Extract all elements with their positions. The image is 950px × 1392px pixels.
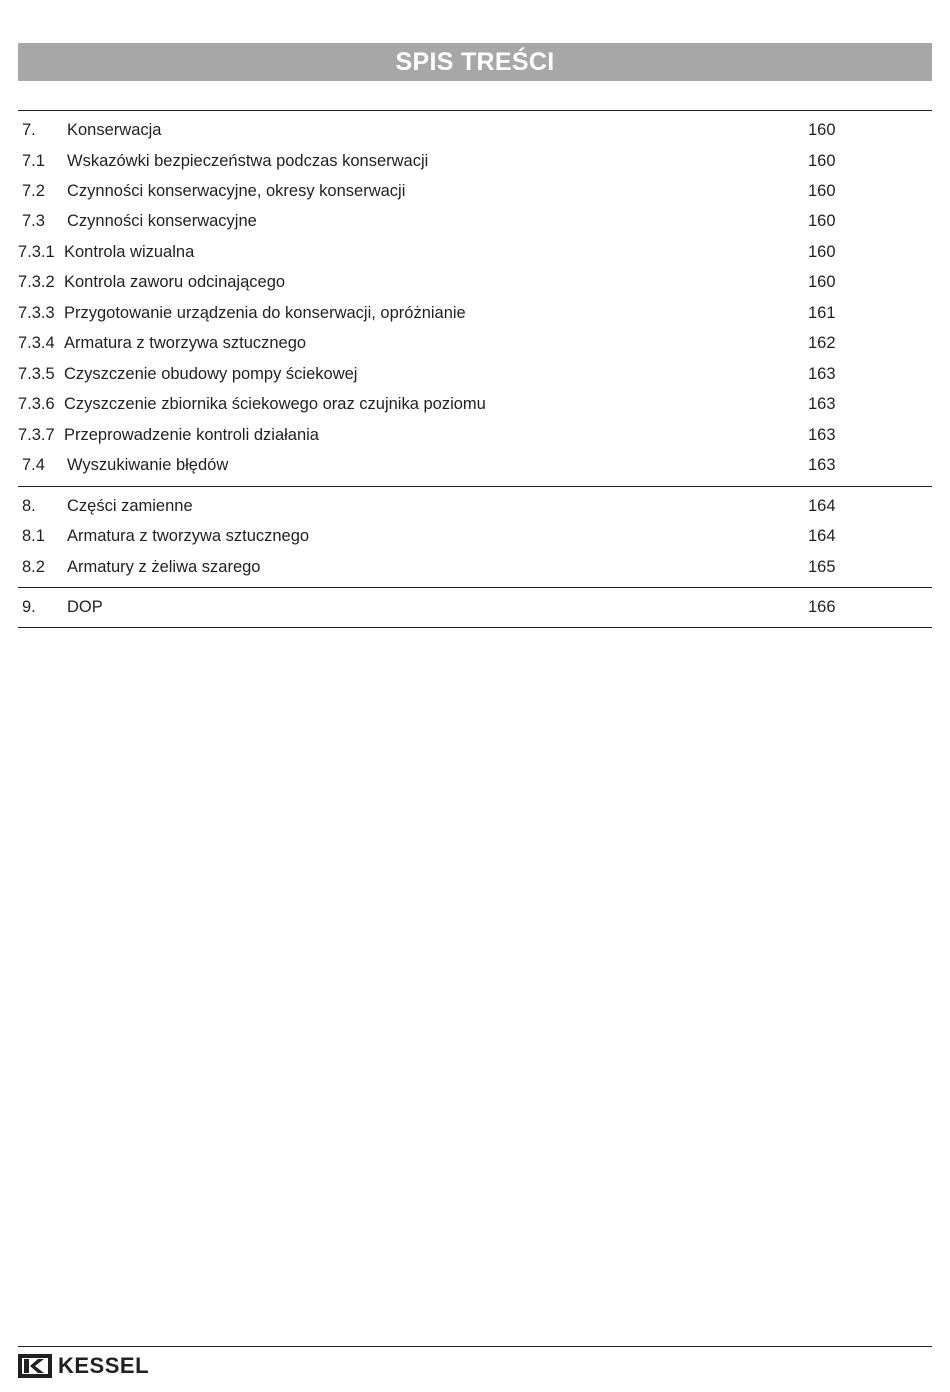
toc-entry[interactable]	[0, 206, 950, 236]
toc-entry[interactable]	[0, 359, 950, 389]
toc-entry[interactable]	[0, 521, 950, 551]
toc-entry-page: 160	[808, 182, 836, 200]
toc-entry-page: 160	[808, 152, 836, 170]
toc-entry-number: 8.2	[22, 558, 45, 576]
toc-entry-number: 7.3.3	[18, 304, 55, 322]
toc-entry-title: Czyszczenie zbiornika ściekowego oraz czujnika poziomu	[64, 395, 486, 413]
toc-entry-title: Przeprowadzenie kontroli działania	[64, 426, 319, 444]
footer-divider	[18, 1346, 932, 1347]
toc-entry[interactable]	[0, 592, 950, 622]
toc-entry-page: 164	[808, 497, 836, 515]
toc-entry[interactable]	[0, 491, 950, 521]
toc-entry-title: Kontrola wizualna	[64, 243, 195, 261]
kessel-logo	[18, 1354, 149, 1378]
toc-entry[interactable]	[0, 176, 950, 206]
toc-entry[interactable]	[0, 420, 950, 450]
toc-entry-number: 7.3.2	[18, 273, 55, 291]
toc-entry-page: 161	[808, 304, 836, 322]
toc-entry[interactable]	[0, 115, 950, 145]
toc-entry-title: Armatura z tworzywa sztucznego	[67, 527, 310, 545]
section-divider	[18, 486, 932, 487]
kessel-logo-icon	[18, 1354, 52, 1378]
toc-entry-number: 7.3	[22, 212, 45, 230]
section-divider	[18, 587, 932, 588]
toc-entry-number: 8.	[22, 497, 36, 515]
toc-entry-number: 7.3.6	[18, 395, 55, 413]
toc-entry-page: 160	[808, 121, 836, 139]
toc-entry-page: 166	[808, 598, 836, 616]
toc-entry[interactable]	[0, 146, 950, 176]
toc-entry[interactable]	[0, 328, 950, 358]
toc-entry-page: 162	[808, 334, 836, 352]
toc-entry[interactable]	[0, 450, 950, 480]
toc-entry-page: 165	[808, 558, 836, 576]
toc-entry-title: DOP	[67, 598, 103, 616]
toc-entry-number: 7.3.1	[18, 243, 55, 261]
toc-entry-number: 7.3.4	[18, 334, 55, 352]
toc-entry-number: 8.1	[22, 527, 45, 545]
toc-entry-number: 7.2	[22, 182, 45, 200]
toc-entry-page: 163	[808, 365, 836, 383]
toc-entry[interactable]	[0, 298, 950, 328]
toc-entry-page: 160	[808, 243, 836, 261]
toc-entry-page: 164	[808, 527, 836, 545]
toc-entry-number: 7.	[22, 121, 36, 139]
toc-entry-number: 7.1	[22, 152, 45, 170]
toc-entry-page: 163	[808, 426, 836, 444]
section-divider	[18, 627, 932, 628]
toc-entry-title: Konserwacja	[67, 121, 162, 139]
toc-entry[interactable]	[0, 552, 950, 582]
toc-entry-title: Kontrola zaworu odcinającego	[64, 273, 286, 291]
toc-entry-page: 160	[808, 212, 836, 230]
page-title: SPIS TREŚCI	[18, 43, 932, 81]
toc-entry-page: 163	[808, 395, 836, 413]
toc-entry-title: Wskazówki bezpieczeństwa podczas konserwacji	[67, 152, 429, 170]
toc-entry-number: 7.3.7	[18, 426, 55, 444]
toc-entry-title: Armatura z tworzywa sztucznego	[64, 334, 307, 352]
toc-entry-page: 160	[808, 273, 836, 291]
toc-entry-title: Czynności konserwacyjne	[67, 212, 257, 230]
toc-entry-number: 7.3.5	[18, 365, 55, 383]
toc-entry-title: Czyszczenie obudowy pompy ściekowej	[64, 365, 358, 383]
toc-entry[interactable]	[0, 267, 950, 297]
toc-entry[interactable]	[0, 237, 950, 267]
toc-entry-number: 7.4	[22, 456, 45, 474]
toc-entry-title: Wyszukiwanie błędów	[67, 456, 229, 474]
toc-entry-title: Armatury z żeliwa szarego	[67, 558, 261, 576]
top-divider	[18, 110, 932, 111]
toc-entry-title: Części zamienne	[67, 497, 193, 515]
logo-wordmark: KESSEL	[58, 1353, 150, 1378]
toc-entry-title: Przygotowanie urządzenia do konserwacji, opróżnianie	[64, 304, 466, 322]
toc-entry[interactable]	[0, 389, 950, 419]
toc-entry-title: Czynności konserwacyjne, okresy konserwacji	[67, 182, 406, 200]
toc-entry-page: 163	[808, 456, 836, 474]
toc-entry-number: 9.	[22, 598, 36, 616]
